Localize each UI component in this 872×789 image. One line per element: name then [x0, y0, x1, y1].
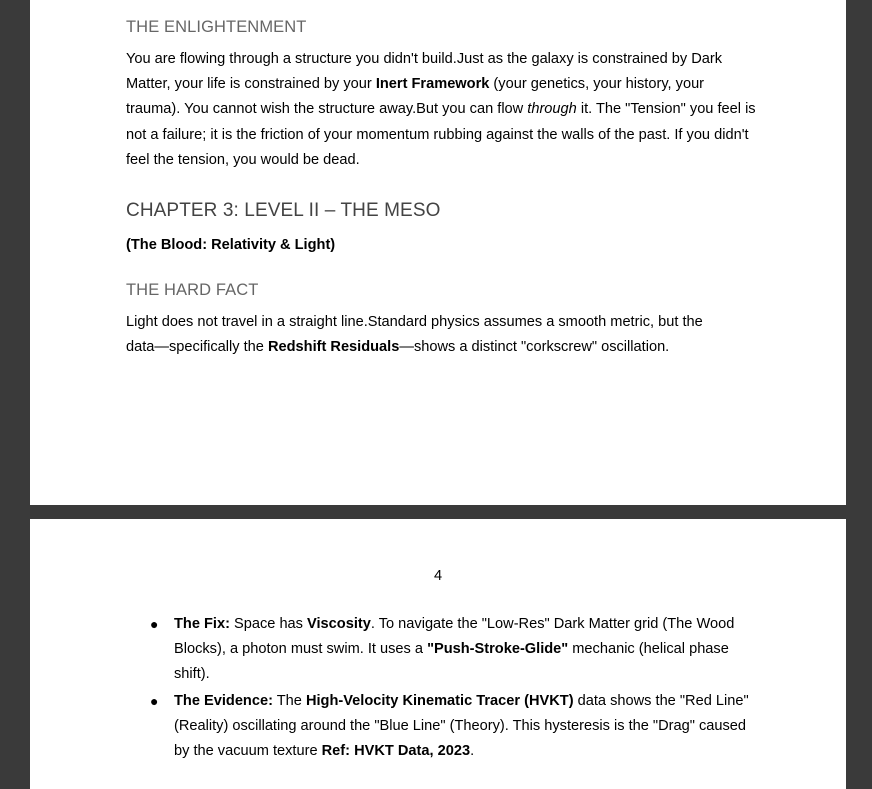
document-page [30, 519, 846, 789]
bold-term-viscosity: Viscosity [307, 616, 371, 632]
section-heading-enlightenment: THE ENLIGHTENMENT [126, 18, 307, 36]
bullet-list [150, 612, 750, 765]
bold-term-inert-framework: Inert Framework [375, 76, 490, 93]
bullet-label: The Fix: [174, 616, 230, 632]
list-item-the-fix [150, 612, 750, 688]
list-item-the-evidence [150, 689, 750, 765]
page-number: 4 [433, 568, 443, 584]
chapter-heading: CHAPTER 3: LEVEL II – THE MESO [126, 200, 441, 221]
chapter-subtitle: (The Blood: Relativity & Light) [126, 237, 336, 253]
section-heading-hard-fact: THE HARD FACT [126, 281, 259, 299]
bullet-text: data shows the "Red Line" (Reality) oscillating around the "Blue Line" (Theory). This hysteresis is the "Drag" caused by the vacuum texture [174, 692, 749, 760]
bullet-text: . [470, 743, 475, 760]
bullet-text: mechanic (helical phase shift). [174, 641, 729, 683]
paragraph-text: —shows a distinct "corkscrew" oscillation. [399, 339, 670, 356]
paragraph-text: (your genetics, your history, your trauma). You cannot wish the structure away.But you can flow [126, 76, 705, 118]
paragraph-text: You are flowing through a structure you didn't build.Just as the galaxy is constrained by Dark Matter, your life is constrained by your [126, 51, 723, 93]
document-page [30, 0, 846, 505]
bullet-text: . To navigate the "Low-Res" Dark Matter grid (The Wood Blocks), a photon must swim. It uses a [174, 616, 735, 658]
bullet-text: The [272, 692, 306, 709]
bullet-icon: ● [150, 692, 159, 709]
bullet-label: The Evidence: [174, 692, 273, 709]
paragraph-hard-fact [126, 310, 726, 360]
bold-term-push-stroke-glide: "Push-Stroke-Glide" [427, 641, 569, 658]
bullet-icon: ● [150, 616, 159, 632]
bullet-text: Space has [229, 616, 308, 632]
paragraph-enlightenment [126, 47, 756, 173]
paragraph-text: Light does not travel in a straight line.Standard physics assumes a smooth metric, but the data—specifically the [126, 314, 703, 356]
bold-term-redshift-residuals: Redshift Residuals [267, 339, 400, 356]
italic-word-through: through [527, 101, 577, 118]
bold-reference: Ref: HVKT Data, 2023 [321, 743, 471, 760]
bold-term-hvkt: High-Velocity Kinematic Tracer (HVKT) [305, 692, 574, 709]
paragraph-text: it. The "Tension" you feel is not a failure; it is the friction of your momentum rubbing against the walls of the past. If you didn't feel the tension, you would be dead. [126, 101, 756, 168]
